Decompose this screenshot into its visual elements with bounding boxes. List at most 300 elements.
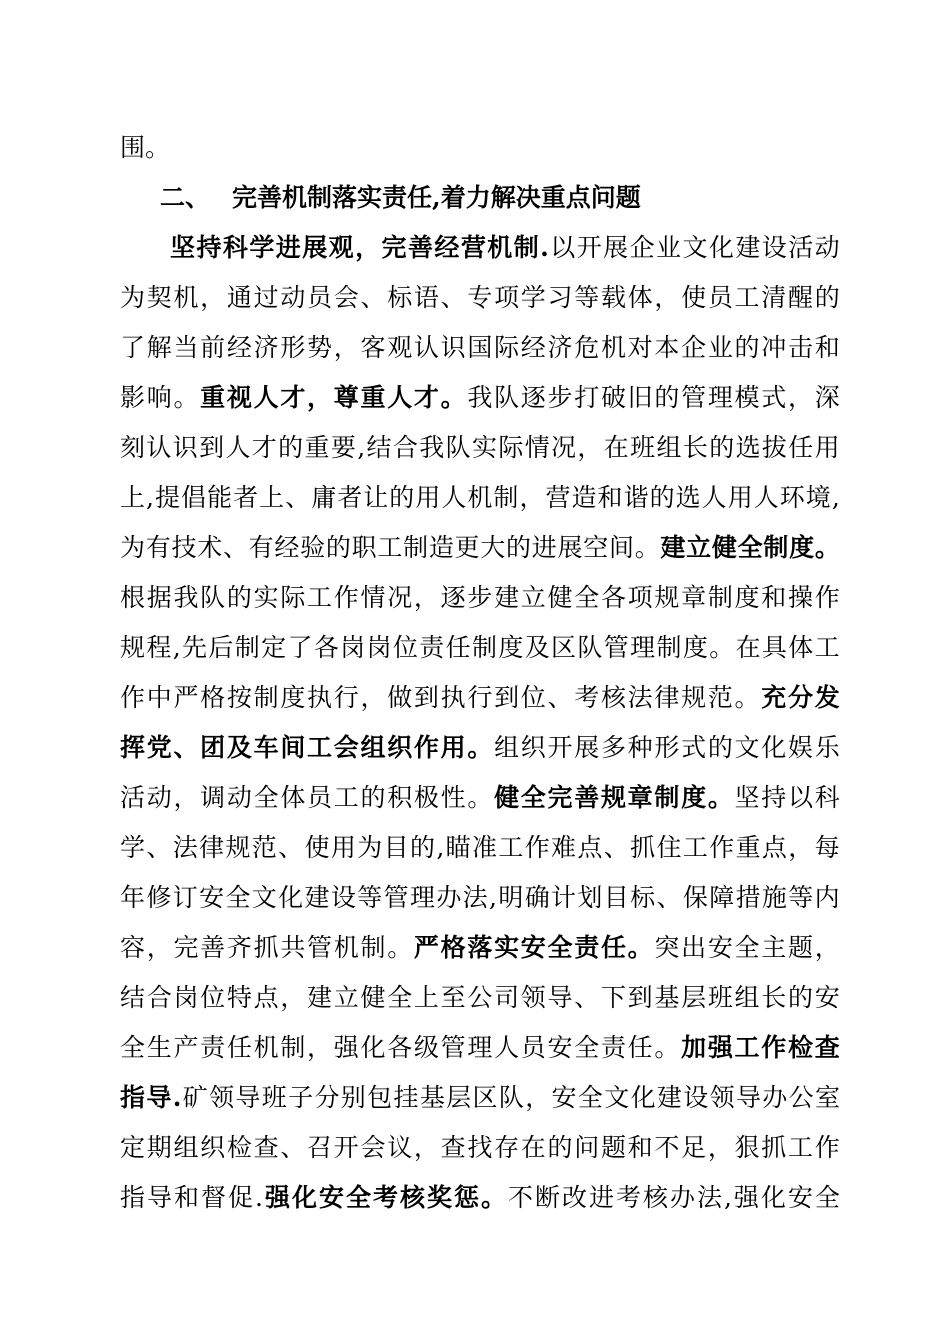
text-char: ，	[146, 933, 172, 962]
text-char: 法	[627, 683, 653, 712]
text-char: 打	[574, 383, 600, 412]
text-char: 验	[300, 533, 326, 562]
bold-char: 度	[681, 783, 707, 812]
text-char: 责	[600, 1033, 626, 1062]
text-char: 使	[304, 833, 330, 862]
text-char: 格	[200, 683, 226, 712]
text-char: 模	[734, 383, 760, 412]
text-char: 济	[253, 333, 279, 362]
text-char: 安	[787, 1183, 813, 1212]
text-char: ,	[831, 483, 840, 512]
text-char: ,	[489, 883, 497, 912]
text-char: 队	[494, 383, 520, 412]
text-char: 工	[734, 283, 760, 312]
bold-char: 人	[387, 383, 413, 412]
text-char: 司	[494, 983, 520, 1012]
text-char: 措	[735, 883, 761, 912]
bold-char: 间	[280, 733, 306, 762]
section-heading	[160, 178, 760, 218]
text-char: 工	[814, 633, 840, 662]
bold-char: 全	[345, 1183, 371, 1212]
text-char: 安	[814, 983, 840, 1012]
text-char: ，	[788, 833, 814, 862]
text-char: 办	[762, 1083, 788, 1112]
text-line	[120, 978, 840, 1018]
bold-char: 机	[487, 233, 513, 262]
text-char: 展	[557, 533, 583, 562]
text-char: 作	[814, 1133, 840, 1162]
text-char: 工	[333, 783, 359, 812]
text-char: 立	[520, 583, 546, 612]
text-char: 员	[520, 1033, 546, 1062]
text-char: 过	[253, 283, 279, 312]
text-char: 上	[120, 483, 146, 512]
bold-char: 建	[660, 533, 686, 562]
text-char: ，	[307, 1033, 333, 1062]
text-char: 进	[588, 1183, 614, 1212]
text-char: 专	[467, 283, 493, 312]
text-char: 在	[520, 1133, 546, 1162]
text-char: 。	[709, 633, 735, 662]
text-char: 。	[654, 1033, 680, 1062]
text-char: 制	[360, 933, 386, 962]
text-char: 形	[654, 733, 680, 762]
text-char: 位	[520, 683, 546, 712]
text-char: 作	[333, 583, 359, 612]
text-line	[120, 128, 840, 168]
text-char: 破	[600, 383, 626, 412]
text-char: 抓	[630, 833, 656, 862]
text-char: 人	[441, 483, 467, 512]
text-char: 。	[734, 683, 760, 712]
text-char: 包	[367, 1083, 393, 1112]
bold-char: 学	[249, 233, 275, 262]
text-char: 学	[120, 833, 146, 862]
bold-char: 组	[360, 733, 386, 762]
text-char: 至	[440, 983, 466, 1012]
bold-char: ，	[307, 383, 333, 412]
bold-char: 观	[328, 233, 354, 262]
bold-char: 章	[627, 783, 653, 812]
text-char: 结	[366, 433, 392, 462]
text-char: 制	[253, 683, 279, 712]
bold-char: 检	[787, 1033, 813, 1062]
bold-char: 化	[291, 1183, 317, 1212]
text-char: 检	[226, 1133, 252, 1162]
text-char: ，	[413, 1133, 439, 1162]
text-char: 任	[627, 1033, 653, 1062]
bold-char: 织	[387, 733, 413, 762]
text-char: 管	[383, 883, 409, 912]
text-char: 住	[656, 833, 682, 862]
text-char: 大	[480, 533, 506, 562]
text-char: 区	[551, 633, 577, 662]
text-char: 全	[574, 583, 600, 612]
text-char: 全	[814, 1183, 840, 1212]
text-char: 的	[409, 833, 435, 862]
text-char: 领	[520, 983, 546, 1012]
text-char: ,	[172, 633, 181, 662]
text-char: 定	[261, 633, 287, 662]
text-char: 旧	[627, 383, 653, 412]
text-char: 危	[574, 333, 600, 362]
text-char: 督	[201, 1183, 227, 1212]
text-char: 度	[734, 583, 760, 612]
text-char: 用	[727, 483, 753, 512]
text-char: 任	[226, 1033, 252, 1062]
text-char: 清	[761, 283, 787, 312]
text-char: 全	[577, 1083, 603, 1112]
text-char: 织	[200, 1133, 226, 1162]
text-char: 经	[226, 333, 252, 362]
text-char: 狠	[734, 1133, 760, 1162]
text-line	[120, 928, 840, 968]
bold-char: 分	[787, 683, 813, 712]
text-char: 化	[708, 233, 734, 262]
text-char: 执	[440, 683, 466, 712]
text-char: 种	[627, 733, 653, 762]
text-char: 步	[467, 583, 493, 612]
text-char: ，	[814, 933, 840, 962]
bold-char: 落	[467, 933, 493, 962]
text-char: 理	[707, 383, 733, 412]
text-char: 题	[600, 1133, 626, 1162]
text-char: 持	[761, 783, 787, 812]
text-char: ，	[413, 583, 439, 612]
bold-char: 工	[307, 733, 333, 762]
text-char: 内	[814, 883, 840, 912]
text-char: 制	[280, 1033, 306, 1062]
text-char: 我	[419, 433, 445, 462]
text-char: 观	[387, 333, 413, 362]
bold-char: 及	[226, 733, 252, 762]
text-char: 文	[604, 1083, 630, 1112]
bold-char: 惩	[453, 1183, 479, 1212]
text-char: 导	[235, 1083, 261, 1112]
text-char: 刻	[120, 433, 146, 462]
text-char: 设	[683, 1083, 709, 1112]
text-char: ，	[200, 283, 226, 312]
text-char: 规	[681, 683, 707, 712]
text-char: 会	[333, 283, 359, 312]
text-char: 建	[304, 883, 330, 912]
text-char: 基	[419, 1083, 445, 1112]
text-char: 际	[494, 333, 520, 362]
text-char: 目	[383, 833, 409, 862]
text-char: 管	[681, 383, 707, 412]
text-char: 责	[200, 1033, 226, 1062]
text-char: 班	[630, 433, 656, 462]
text-char: 者	[233, 483, 259, 512]
text-char: 的	[734, 333, 760, 362]
text-char: 议	[387, 1133, 413, 1162]
text-char: 责	[419, 633, 445, 662]
text-char: 化	[761, 733, 787, 762]
bold-char: 才	[413, 383, 439, 412]
text-char: 作	[524, 833, 550, 862]
bold-char: 用	[440, 733, 466, 762]
bold-char: 进	[275, 233, 301, 262]
text-char: 势	[307, 333, 333, 362]
bold-char: 规	[600, 783, 626, 812]
text-char: 目	[603, 883, 629, 912]
text-char: 项	[627, 583, 653, 612]
text-char: 建	[494, 583, 520, 612]
text-char: 为	[120, 533, 146, 562]
text-char: 动	[280, 283, 306, 312]
text-char: 层	[681, 983, 707, 1012]
text-char: 才	[251, 433, 277, 462]
text-char: 考	[574, 683, 600, 712]
text-char: 、	[222, 533, 248, 562]
text-char: 等	[788, 883, 814, 912]
bold-text: 完善机制落实责任,着力解决重点问题	[232, 183, 641, 212]
text-char: 矿	[182, 1083, 208, 1112]
text-char: 到	[199, 433, 225, 462]
bold-char: 。	[814, 533, 840, 562]
text-char: 等	[574, 283, 600, 312]
text-char: 法	[696, 1183, 722, 1212]
text-char: 设	[330, 883, 356, 912]
text-char: 上	[413, 983, 439, 1012]
bold-char: 严	[413, 933, 439, 962]
bold-char: 健	[494, 783, 520, 812]
text-char: 动	[226, 783, 252, 812]
bold-char: 党	[146, 733, 172, 762]
text-char: 生	[146, 1033, 172, 1062]
text-char: 式	[761, 383, 787, 412]
text-char: 要	[330, 433, 356, 462]
text-char: 核	[642, 1183, 668, 1212]
text-char: 乐	[814, 733, 840, 762]
text-char: 组	[173, 1133, 199, 1162]
text-char: 制	[234, 633, 260, 662]
text-char: 改	[561, 1183, 587, 1212]
text-char: 和	[627, 1133, 653, 1162]
text-char: 冲	[761, 333, 787, 362]
bold-char: 责	[574, 933, 600, 962]
text-char: 开	[333, 1133, 359, 1162]
text-char: 、	[285, 483, 311, 512]
text-char: 有	[248, 533, 274, 562]
text-char: 年	[120, 883, 146, 912]
text-char: 会	[360, 1133, 386, 1162]
bold-char: 会	[333, 733, 359, 762]
text-char: 实	[471, 433, 497, 462]
text-char: 领	[709, 1083, 735, 1112]
text-char: 及	[524, 633, 550, 662]
text-char: 、	[574, 983, 600, 1012]
bold-char: 安	[318, 1183, 344, 1212]
text-char: 。	[467, 783, 493, 812]
text-line	[170, 228, 840, 268]
text-line	[120, 528, 840, 568]
text-char: 工	[498, 833, 524, 862]
bold-char: 持	[196, 233, 222, 262]
text-char: 先	[182, 633, 208, 662]
text-char: 提	[155, 483, 181, 512]
bold-char: 挥	[120, 733, 146, 762]
text-char: 查	[440, 1133, 466, 1162]
text-char: ，	[707, 1133, 733, 1162]
text-char: 区	[472, 1083, 498, 1112]
text-char: 每	[814, 833, 840, 862]
text-char: 有	[145, 533, 171, 562]
text-char: 的	[389, 483, 415, 512]
bold-char: 。	[467, 733, 493, 762]
bold-char: 。	[440, 383, 466, 412]
text-char: 倡	[181, 483, 207, 512]
text-char: 容	[120, 933, 146, 962]
text-char: 管	[603, 633, 629, 662]
text-char: 强	[333, 1033, 359, 1062]
text-char: 上	[259, 483, 285, 512]
text-char: 的	[649, 483, 675, 512]
text-char: 子	[288, 1083, 314, 1112]
text-char: 到	[494, 683, 520, 712]
text-char: 体	[280, 783, 306, 812]
text-char: 济	[547, 333, 573, 362]
text-char: 位	[200, 983, 226, 1012]
text-char: 环	[779, 483, 805, 512]
text-char: 明	[498, 883, 524, 912]
bold-char: 制	[654, 783, 680, 812]
text-char: 和	[814, 333, 840, 362]
text-char: 人	[225, 433, 251, 462]
text-char: 逐	[440, 583, 466, 612]
bold-char: ，	[355, 233, 381, 262]
text-line	[120, 278, 840, 318]
text-char: 、	[146, 833, 172, 862]
text-char: 让	[363, 483, 389, 512]
text-char: 足	[681, 1133, 707, 1162]
text-char: 组	[494, 733, 520, 762]
bold-char: 全	[737, 533, 763, 562]
bold-char: 全	[547, 933, 573, 962]
bold-char: 完	[547, 783, 573, 812]
text-char: 坚	[734, 783, 760, 812]
text-char: 产	[173, 1033, 199, 1062]
text-char: 存	[494, 1133, 520, 1162]
text-char: 不	[507, 1183, 533, 1212]
text-char: 的	[654, 383, 680, 412]
text-char: 影	[120, 383, 146, 412]
text-char: 击	[787, 333, 813, 362]
text-char: 挂	[393, 1083, 419, 1112]
text-char: 的	[547, 1133, 573, 1162]
text-char: 步	[547, 383, 573, 412]
text-char: ，	[525, 1083, 551, 1112]
text-char: 深	[814, 383, 840, 412]
text-char: 长	[761, 983, 787, 1012]
bold-char: 坚	[170, 233, 196, 262]
text-char: 建	[735, 233, 761, 262]
text-char: 完	[173, 933, 199, 962]
text-char: 重	[304, 433, 330, 462]
text-char: 规	[654, 583, 680, 612]
text-char: 公	[467, 983, 493, 1012]
text-char: 造	[428, 533, 454, 562]
text-char: 间	[608, 533, 634, 562]
text-char: 级	[413, 1033, 439, 1062]
text-char: 律	[654, 683, 680, 712]
text-char: 了	[287, 633, 313, 662]
text-char: 。	[173, 383, 199, 412]
text-char: 定	[120, 1133, 146, 1162]
text-char: 点	[253, 983, 279, 1012]
text-char: 的	[278, 433, 304, 462]
text-char: 作	[120, 683, 146, 712]
text-char: 语	[413, 283, 439, 312]
text-line	[120, 328, 840, 368]
text-char: 习	[547, 283, 573, 312]
text-char: 断	[534, 1183, 560, 1212]
text-char: 多	[600, 733, 626, 762]
text-char: 设	[761, 233, 787, 262]
text-char: 点	[761, 833, 787, 862]
bold-char: 重	[200, 383, 226, 412]
text-char: 体	[788, 633, 814, 662]
text-char: 考	[615, 1183, 641, 1212]
text-char: 立	[333, 983, 359, 1012]
text-char: 标	[630, 883, 656, 912]
text-char: 规	[225, 833, 251, 862]
text-char: 员	[307, 283, 333, 312]
text-line	[120, 428, 840, 468]
text-char: 逐	[520, 383, 546, 412]
text-char: ，	[654, 283, 680, 312]
text-char: 、	[280, 1133, 306, 1162]
text-char: 员	[307, 783, 333, 812]
bold-char: 制	[513, 233, 539, 262]
text-char: 、	[603, 833, 629, 862]
text-line	[120, 1028, 840, 1068]
text-char: ，	[787, 383, 813, 412]
text-char: 认	[413, 333, 439, 362]
text-char: 法	[462, 883, 488, 912]
text-char: 工	[377, 533, 403, 562]
bold-char: 健	[711, 533, 737, 562]
text-char: 的	[709, 433, 735, 462]
text-char: 等	[357, 883, 383, 912]
bold-char: 加	[681, 1033, 707, 1062]
text-char: 全	[225, 883, 251, 912]
text-char: 各	[313, 633, 339, 662]
text-char: 极	[413, 783, 439, 812]
text-char: 活	[120, 783, 146, 812]
text-char: 法	[172, 833, 198, 862]
bold-char: 科	[222, 233, 248, 262]
text-char: 的	[226, 583, 252, 612]
text-line	[120, 828, 840, 868]
text-char: 位	[392, 633, 418, 662]
text-char: 核	[600, 683, 626, 712]
text-char: 化	[360, 1033, 386, 1062]
text-char: 技	[171, 533, 197, 562]
text-char: 经	[274, 533, 300, 562]
bold-char: 发	[814, 683, 840, 712]
text-char: 响	[146, 383, 172, 412]
text-char: 全	[387, 983, 413, 1012]
text-char: 全	[253, 783, 279, 812]
text-char: 行	[333, 683, 359, 712]
bold-char: 实	[494, 933, 520, 962]
text-char: ，	[333, 333, 359, 362]
text-char: 全	[120, 1033, 146, 1062]
text-char: 工	[682, 833, 708, 862]
text-char: 执	[307, 683, 333, 712]
text-char: 队	[200, 583, 226, 612]
